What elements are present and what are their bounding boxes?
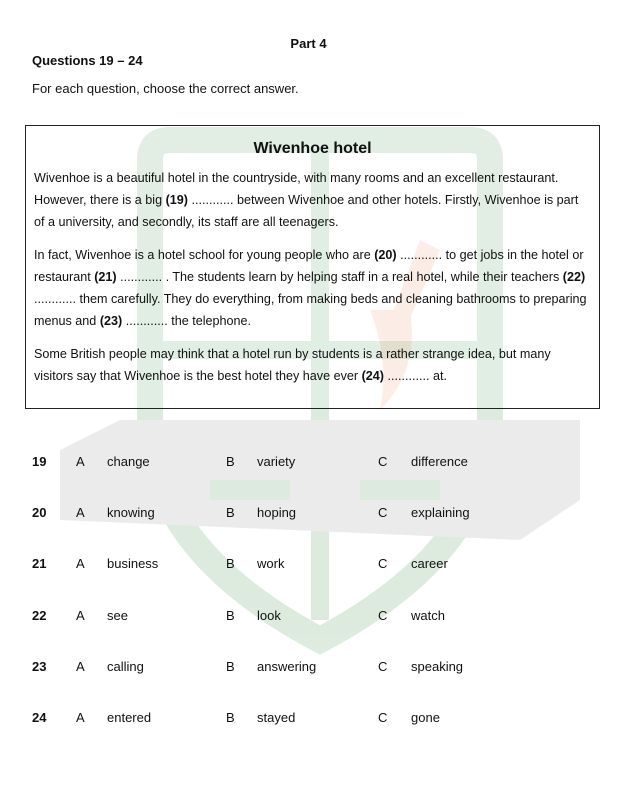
- gap-24: (24): [361, 369, 385, 383]
- question-row: [0, 447, 617, 498]
- gap-23: (23): [99, 314, 123, 328]
- gap-20: (20): [374, 248, 397, 262]
- option-b[interactable]: hoping: [257, 505, 297, 521]
- instruction-text: For each question, choose the correct answer.: [32, 81, 299, 96]
- passage-box: [25, 125, 600, 409]
- option-letter-c[interactable]: C: [378, 505, 388, 521]
- option-letter-a[interactable]: A: [76, 505, 85, 521]
- option-a[interactable]: entered: [107, 709, 152, 725]
- option-letter-a[interactable]: A: [76, 454, 85, 469]
- question-number: 22: [32, 607, 47, 623]
- passage-paragraph-2: In fact, Wivenhoe is a hotel school for young people who are (20) ............ to get jobs in the hotel or restaurant (21) ............ . The students learn by helping staff in a real hotel, while their teachers (22) ............ them carefully. They do everything, from making beds and cleaning bathrooms to preparing menus and (23) ............ the telephone.: [34, 248, 587, 328]
- gap-19: (19): [165, 193, 189, 207]
- question-number: 19: [32, 454, 47, 469]
- option-letter-a[interactable]: A: [76, 658, 85, 674]
- question-row: [0, 703, 617, 754]
- option-b[interactable]: answering: [257, 658, 317, 674]
- question-number: 24: [32, 709, 47, 725]
- option-a[interactable]: business: [107, 556, 159, 572]
- option-c[interactable]: explaining: [411, 505, 470, 521]
- option-letter-b[interactable]: B: [226, 505, 235, 521]
- option-letter-c[interactable]: C: [378, 556, 388, 572]
- gap-22: (22): [562, 270, 586, 284]
- option-a[interactable]: see: [107, 607, 128, 623]
- passage-paragraph-3: Some British people may think that a hotel run by students is a rather strange idea, but many visitors say that Wivenhoe is the best hotel they have ever (24) ............ at.: [34, 347, 551, 383]
- option-letter-b[interactable]: B: [226, 556, 235, 572]
- option-letter-a[interactable]: A: [76, 709, 85, 725]
- gap-21: (21): [94, 270, 117, 284]
- option-letter-c[interactable]: C: [378, 709, 388, 725]
- option-letter-c[interactable]: C: [378, 658, 388, 674]
- question-number: 21: [32, 556, 47, 572]
- option-letter-c[interactable]: C: [378, 454, 388, 469]
- option-c[interactable]: career: [411, 556, 448, 572]
- question-row: [0, 652, 617, 703]
- option-letter-a[interactable]: A: [76, 607, 85, 623]
- option-a[interactable]: calling: [107, 658, 144, 674]
- question-row: [0, 601, 617, 652]
- option-b[interactable]: stayed: [257, 709, 296, 725]
- option-c[interactable]: speaking: [411, 658, 464, 674]
- option-b[interactable]: work: [257, 556, 285, 572]
- option-letter-a[interactable]: A: [76, 556, 85, 572]
- option-b[interactable]: look: [257, 607, 281, 623]
- question-number: 20: [32, 505, 47, 521]
- question-number: 23: [32, 658, 47, 674]
- option-c[interactable]: difference: [411, 454, 468, 469]
- option-letter-c[interactable]: C: [378, 607, 388, 623]
- passage-paragraph-1: Wivenhoe is a beautiful hotel in the countryside, with many rooms and an excellent restaurant. However, there is a big (19) ............ between Wivenhoe and other hotels. Firstly, Wivenhoe is part of a university, and secondly, its staff are all teenagers.: [34, 171, 579, 229]
- question-row: [0, 498, 617, 549]
- questions-range: Questions 19 – 24: [32, 53, 143, 68]
- part-title: Part 4: [290, 36, 327, 51]
- answer-options: [0, 447, 617, 754]
- option-c[interactable]: watch: [411, 607, 445, 623]
- question-row: [0, 549, 617, 600]
- option-c[interactable]: gone: [411, 709, 440, 725]
- option-letter-b[interactable]: B: [226, 658, 235, 674]
- option-a[interactable]: change: [107, 454, 150, 469]
- option-letter-b[interactable]: B: [226, 709, 235, 725]
- option-letter-b[interactable]: B: [226, 607, 235, 623]
- option-letter-b[interactable]: B: [226, 454, 235, 469]
- option-a[interactable]: knowing: [107, 505, 155, 521]
- passage-title: Wivenhoe hotel: [253, 140, 372, 157]
- option-b[interactable]: variety: [257, 454, 296, 469]
